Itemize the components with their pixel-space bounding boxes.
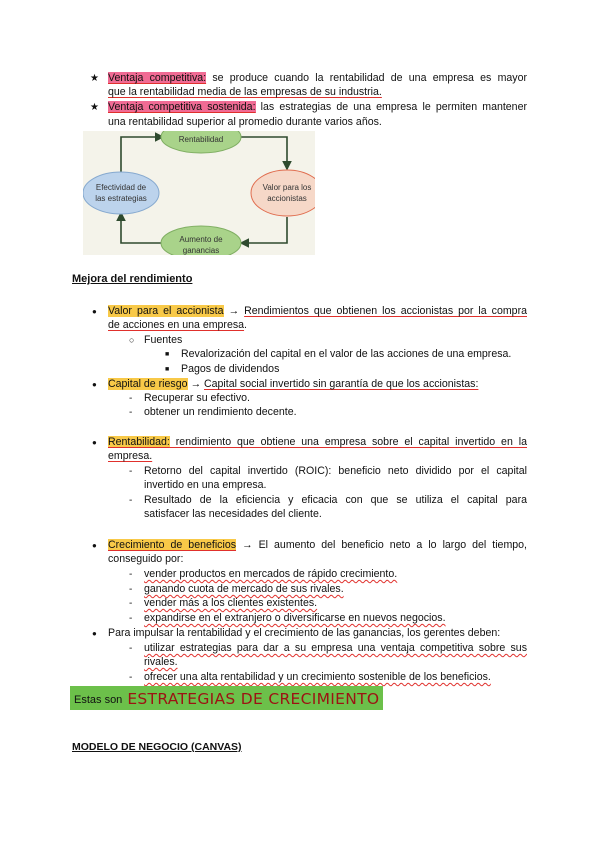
valor-arrow: → <box>223 305 245 317</box>
arrow-right-to-bottom <box>241 217 287 243</box>
crec-d4 <box>144 612 446 625</box>
valor-line1-text: Rendimientos que obtienen los accionistas por la compra <box>244 305 527 317</box>
capital-line1 <box>108 378 478 391</box>
crec-line1 <box>108 539 527 552</box>
label-valor-1: Valor para los <box>262 183 312 192</box>
dash-bullet: - <box>129 672 133 683</box>
dot-bullet: ● <box>92 541 97 550</box>
impulsar-d1-l2-text: rivales. <box>144 656 178 668</box>
star2-line1 <box>108 101 527 114</box>
crec-line1-text: → El aumento del beneficio neto a lo largo del tiempo, <box>236 539 527 551</box>
dash-bullet: - <box>129 407 133 418</box>
capital-d1: Recuperar su efectivo. <box>144 392 250 404</box>
crec-d2-text: ganando cuota de mercado de sus rivales. <box>144 583 344 595</box>
star2-line1-text: las estrategias de una empresa le permiten mantener <box>255 101 527 113</box>
node-efectividad <box>83 172 159 214</box>
crec-d3-text: vender más a los clientes existentes. <box>144 597 318 609</box>
star-bullet: ★ <box>90 102 99 113</box>
valor-line2 <box>108 319 247 332</box>
valor-line2-end: . <box>244 319 247 331</box>
dot-bullet: ● <box>92 380 97 389</box>
cycle-diagram <box>83 131 315 255</box>
estrategias-big: ESTRATEGIAS DE CRECIMIENTO <box>127 690 380 708</box>
star1-line2-text: que la rentabilidad media de las empresas de su industria. <box>108 86 382 98</box>
rent-d2-l2: satisfacer las necesidades del cliente. <box>144 508 322 520</box>
capital-term: Capital de riesgo <box>108 378 188 390</box>
fuente-dividendos: Pagos de dividendos <box>181 363 280 375</box>
label-aumento-2: ganancias <box>182 246 220 255</box>
rent-line2-text: empresa. <box>108 450 153 462</box>
dash-bullet: - <box>129 495 133 506</box>
star1-line2 <box>108 86 382 99</box>
estrategias-small: Estas son <box>74 694 123 706</box>
rent-d2-l1: Resultado de la eficiencia y eficacia con que se utiliza el capital para <box>144 494 527 506</box>
dash-bullet: - <box>129 584 133 595</box>
valor-term: Valor para el accionista <box>108 305 224 317</box>
dash-bullet: - <box>129 393 133 404</box>
rent-line1 <box>108 436 527 449</box>
dash-bullet: - <box>129 466 133 477</box>
arrow-bottom-to-left <box>121 213 163 243</box>
crec-line2: conseguido por: <box>108 553 184 565</box>
crec-d3 <box>144 597 317 610</box>
square-bullet: ■ <box>165 366 170 373</box>
ventaja-competitiva-term: Ventaja competitiva: <box>108 72 207 84</box>
capital-text: Capital social invertido sin garantía de que los accionistas: <box>203 378 479 390</box>
square-bullet: ■ <box>165 351 170 358</box>
impulsar-d2-text: ofrecer una alta rentabilidad y un crecimiento sostenible de los beneficios. <box>144 671 491 683</box>
dot-bullet: ● <box>92 438 97 447</box>
star1-line1-text: se produce cuando la rentabilidad de una empresa es mayor <box>206 72 527 84</box>
section-title-mejora: Mejora del rendimiento <box>72 273 193 285</box>
rentabilidad-term: Rentabilidad: <box>108 436 170 448</box>
arrow-top-to-right <box>241 137 287 169</box>
label-valor-2: accionistas <box>267 194 307 203</box>
impulsar-d1-l2 <box>144 656 178 669</box>
crec-d2 <box>144 583 344 596</box>
crec-d1-text: vender productos en mercados de rápido crecimiento. <box>144 568 398 580</box>
dot-bullet: ● <box>92 629 97 638</box>
rent-line1-text: rendimiento que obtiene una empresa sobre el capital invertido en la <box>169 436 527 448</box>
arrow-left-to-top <box>121 137 163 176</box>
rent-line2 <box>108 450 152 463</box>
fuentes-label: Fuentes <box>144 334 183 346</box>
cycle-diagram-svg <box>83 131 315 255</box>
crec-d1 <box>144 568 397 581</box>
fuente-revalorizacion: Revalorización del capital en el valor de las acciones de una empresa. <box>181 348 512 360</box>
impulsar-d1-l1 <box>144 642 527 655</box>
estrategias-callout <box>70 686 383 710</box>
capital-arrow: → <box>187 378 204 390</box>
impulsar-d1-l1-text: utilizar estrategias para dar a su empresa una ventaja competitiva sobre sus <box>144 642 527 654</box>
dash-bullet: - <box>129 643 133 654</box>
dash-bullet: - <box>129 613 133 624</box>
valor-line1 <box>108 305 527 318</box>
crecimiento-term: Crecimiento de beneficios <box>108 539 237 551</box>
valor-line2-text: de acciones en una empresa <box>108 319 245 331</box>
impulsar-line1: Para impulsar la rentabilidad y el crecimiento de las ganancias, los gerentes deben: <box>108 627 501 639</box>
dash-bullet: - <box>129 598 133 609</box>
impulsar-d2 <box>144 671 491 684</box>
label-efectividad-1: Efectividad de <box>95 183 147 192</box>
ventaja-sostenida-term: Ventaja competitiva sostenida: <box>108 101 256 113</box>
dash-bullet: - <box>129 569 133 580</box>
circle-bullet: ○ <box>129 335 135 345</box>
capital-d2: obtener un rendimiento decente. <box>144 406 297 418</box>
crec-d4-text: expandirse en el extranjero o diversificarse en nuevos negocios. <box>144 612 446 624</box>
label-rentabilidad: Rentabilidad <box>178 135 224 144</box>
star-bullet: ★ <box>90 73 99 84</box>
rent-d1-l2: invertido en una empresa. <box>144 479 267 491</box>
dot-bullet: ● <box>92 307 97 316</box>
section-title-canvas: MODELO DE NEGOCIO (CANVAS) <box>72 741 242 753</box>
node-valor <box>251 170 315 216</box>
label-efectividad-2: las estrategias <box>95 194 147 203</box>
rent-d1-l1: Retorno del capital invertido (ROIC): beneficio neto dividido por el capital <box>144 465 527 477</box>
star1-line1 <box>108 72 527 85</box>
star2-line2: una rentabilidad superior al promedio durante varios años. <box>108 116 382 128</box>
label-aumento-1: Aumento de <box>179 235 223 244</box>
